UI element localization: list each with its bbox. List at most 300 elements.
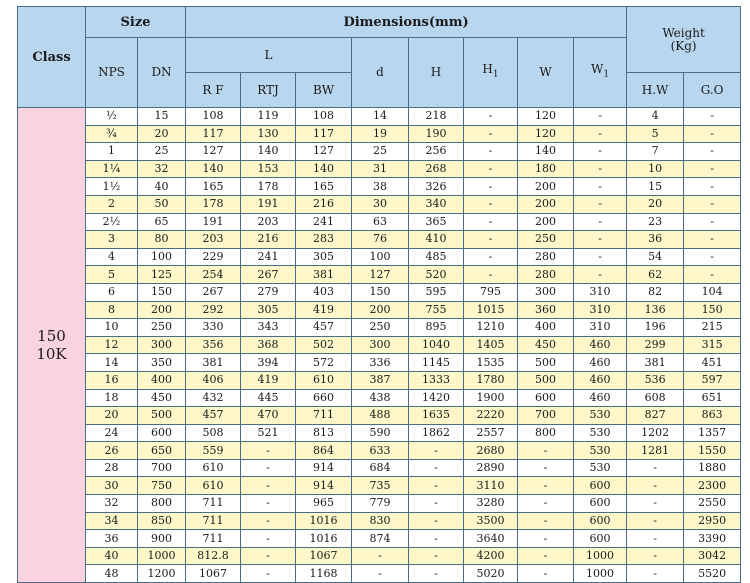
table-cell: 432: [186, 389, 241, 407]
table-cell: 812.8: [186, 547, 241, 565]
table-cell: -: [409, 477, 464, 495]
table-cell: 500: [138, 407, 186, 425]
table-cell: 310: [574, 301, 627, 319]
table-cell: 196: [627, 319, 684, 337]
table-cell: 150: [352, 283, 409, 301]
table-cell: -: [627, 547, 684, 565]
table-cell: 203: [241, 213, 296, 231]
table-cell: 229: [186, 248, 241, 266]
table-cell: 40: [86, 547, 138, 565]
table-cell: 488: [352, 407, 409, 425]
table-cell: 1880: [684, 459, 741, 477]
table-cell: 610: [296, 371, 352, 389]
table-cell: -: [684, 125, 741, 143]
table-cell: 14: [86, 354, 138, 372]
table-row: [18, 371, 741, 389]
table-cell: 127: [186, 143, 241, 161]
table-cell: 76: [352, 231, 409, 249]
h1-header: [464, 38, 518, 108]
table-cell: 200: [138, 301, 186, 319]
table-cell: -: [684, 160, 741, 178]
table-cell: 119: [241, 108, 296, 126]
table-cell: -: [574, 248, 627, 266]
table-cell: 250: [352, 319, 409, 337]
table-cell: 80: [138, 231, 186, 249]
table-cell: 1½: [86, 178, 138, 196]
table-cell: 457: [186, 407, 241, 425]
table-row: [18, 530, 741, 548]
table-cell: 965: [296, 495, 352, 513]
spec-table-container: [17, 6, 740, 583]
table-cell: 6: [86, 283, 138, 301]
table-cell: 1900: [464, 389, 518, 407]
table-cell: 1000: [574, 565, 627, 583]
table-cell: 19: [352, 125, 409, 143]
table-cell: -: [464, 143, 518, 161]
table-cell: -: [518, 530, 574, 548]
table-cell: 16: [86, 371, 138, 389]
table-cell: 1000: [138, 547, 186, 565]
table-cell: 830: [352, 512, 409, 530]
table-cell: 2557: [464, 424, 518, 442]
table-cell: 25: [138, 143, 186, 161]
table-cell: 700: [138, 459, 186, 477]
table-cell: 34: [86, 512, 138, 530]
table-cell: 140: [518, 143, 574, 161]
table-row: [18, 354, 741, 372]
table-cell: 104: [684, 283, 741, 301]
table-cell: 3500: [464, 512, 518, 530]
table-cell: 350: [138, 354, 186, 372]
table-cell: -: [241, 547, 296, 565]
table-cell: 292: [186, 301, 241, 319]
table-cell: 267: [241, 266, 296, 284]
table-cell: 5520: [684, 565, 741, 583]
table-cell: 470: [241, 407, 296, 425]
table-cell: 36: [86, 530, 138, 548]
table-cell: 100: [138, 248, 186, 266]
table-cell: 82: [627, 283, 684, 301]
table-cell: 360: [518, 301, 574, 319]
table-cell: 165: [186, 178, 241, 196]
table-cell: 26: [86, 442, 138, 460]
w1-header: [574, 38, 627, 108]
table-cell: -: [518, 512, 574, 530]
table-cell: 267: [186, 283, 241, 301]
table-cell: 450: [518, 336, 574, 354]
table-cell: 460: [574, 354, 627, 372]
table-row: [18, 442, 741, 460]
table-cell: 7: [627, 143, 684, 161]
class-value-cell: [18, 108, 86, 583]
table-cell: 140: [186, 160, 241, 178]
table-row: [18, 389, 741, 407]
w-header: W: [518, 38, 574, 108]
table-cell: 40: [138, 178, 186, 196]
table-cell: 365: [409, 213, 464, 231]
table-cell: 310: [574, 283, 627, 301]
table-row: [18, 143, 741, 161]
table-cell: 530: [574, 459, 627, 477]
h-header: H: [409, 38, 464, 108]
table-cell: 200: [518, 213, 574, 231]
table-cell: 23: [627, 213, 684, 231]
table-cell: -: [627, 512, 684, 530]
table-cell: -: [574, 266, 627, 284]
table-cell: 403: [296, 283, 352, 301]
weight-unit: (Kg): [670, 38, 697, 53]
table-cell: -: [574, 125, 627, 143]
table-cell: 2680: [464, 442, 518, 460]
table-cell: 32: [86, 495, 138, 513]
table-cell: 1015: [464, 301, 518, 319]
table-cell: 530: [574, 407, 627, 425]
table-row: [18, 495, 741, 513]
table-cell: -: [518, 547, 574, 565]
table-cell: -: [464, 213, 518, 231]
table-cell: ½: [86, 108, 138, 126]
table-cell: 4: [627, 108, 684, 126]
table-cell: -: [409, 565, 464, 583]
table-cell: 10: [627, 160, 684, 178]
table-cell: 1: [86, 143, 138, 161]
table-cell: 914: [296, 459, 352, 477]
table-cell: 530: [574, 442, 627, 460]
table-row: [18, 512, 741, 530]
table-cell: 600: [574, 477, 627, 495]
table-row: [18, 125, 741, 143]
class-header: Class: [18, 7, 86, 108]
size-header: Size: [86, 7, 186, 38]
table-cell: -: [241, 530, 296, 548]
table-cell: 590: [352, 424, 409, 442]
w1-subscript: 1: [603, 69, 610, 80]
table-cell: 216: [241, 231, 296, 249]
table-cell: 500: [518, 371, 574, 389]
table-cell: 508: [186, 424, 241, 442]
table-cell: 200: [352, 301, 409, 319]
table-cell: 280: [518, 248, 574, 266]
table-cell: 400: [518, 319, 574, 337]
table-cell: 326: [409, 178, 464, 196]
table-cell: 150: [138, 283, 186, 301]
table-cell: 180: [518, 160, 574, 178]
table-cell: -: [574, 213, 627, 231]
table-cell: 1145: [409, 354, 464, 372]
table-cell: 460: [574, 389, 627, 407]
table-cell: 150: [684, 301, 741, 319]
table-cell: 874: [352, 530, 409, 548]
table-cell: 190: [409, 125, 464, 143]
table-cell: 1420: [409, 389, 464, 407]
table-cell: 2½: [86, 213, 138, 231]
table-cell: -: [574, 231, 627, 249]
hw-header: H.W: [627, 73, 684, 108]
table-cell: -: [684, 266, 741, 284]
table-row: [18, 547, 741, 565]
table-cell: -: [627, 565, 684, 583]
table-cell: 735: [352, 477, 409, 495]
table-cell: 178: [241, 178, 296, 196]
table-cell: -: [241, 477, 296, 495]
table-cell: -: [627, 459, 684, 477]
table-row: [18, 231, 741, 249]
d-header: d: [352, 38, 409, 108]
table-cell: 457: [296, 319, 352, 337]
table-cell: 30: [352, 195, 409, 213]
table-cell: 305: [296, 248, 352, 266]
table-cell: 684: [352, 459, 409, 477]
table-cell: -: [464, 178, 518, 196]
table-cell: 14: [352, 108, 409, 126]
table-cell: 268: [409, 160, 464, 178]
table-cell: 300: [138, 336, 186, 354]
table-row: [18, 477, 741, 495]
table-cell: 900: [138, 530, 186, 548]
table-cell: 120: [518, 108, 574, 126]
table-cell: -: [352, 565, 409, 583]
table-cell: 1202: [627, 424, 684, 442]
table-cell: 178: [186, 195, 241, 213]
table-cell: 279: [241, 283, 296, 301]
table-cell: 48: [86, 565, 138, 583]
table-cell: 1¼: [86, 160, 138, 178]
table-cell: 1405: [464, 336, 518, 354]
w1-base: W: [591, 62, 604, 77]
table-cell: 38: [352, 178, 409, 196]
table-cell: -: [464, 125, 518, 143]
table-cell: 120: [518, 125, 574, 143]
table-cell: 400: [138, 371, 186, 389]
table-cell: 25: [352, 143, 409, 161]
table-cell: 381: [296, 266, 352, 284]
table-cell: 15: [138, 108, 186, 126]
table-cell: 305: [241, 301, 296, 319]
weight-label: Weight: [662, 25, 705, 40]
table-cell: 108: [296, 108, 352, 126]
table-cell: 711: [186, 530, 241, 548]
table-cell: 2: [86, 195, 138, 213]
table-cell: -: [409, 547, 464, 565]
table-cell: 140: [296, 160, 352, 178]
table-cell: 1281: [627, 442, 684, 460]
table-cell: -: [241, 512, 296, 530]
table-cell: 125: [138, 266, 186, 284]
table-cell: 651: [684, 389, 741, 407]
table-cell: 315: [684, 336, 741, 354]
table-cell: 336: [352, 354, 409, 372]
nps-header: NPS: [86, 38, 138, 108]
table-cell: 700: [518, 407, 574, 425]
table-cell: 451: [684, 354, 741, 372]
table-cell: 660: [296, 389, 352, 407]
table-cell: 117: [296, 125, 352, 143]
table-cell: 62: [627, 266, 684, 284]
table-cell: 438: [352, 389, 409, 407]
table-cell: 343: [241, 319, 296, 337]
table-cell: 32: [138, 160, 186, 178]
table-cell: 572: [296, 354, 352, 372]
table-cell: 3280: [464, 495, 518, 513]
table-cell: -: [684, 248, 741, 266]
table-cell: -: [518, 459, 574, 477]
table-cell: 800: [138, 495, 186, 513]
table-cell: 779: [352, 495, 409, 513]
table-cell: 310: [574, 319, 627, 337]
table-cell: 1016: [296, 530, 352, 548]
table-cell: 1016: [296, 512, 352, 530]
table-cell: -: [574, 178, 627, 196]
table-cell: 127: [352, 266, 409, 284]
table-cell: 450: [138, 389, 186, 407]
table-cell: 20: [86, 407, 138, 425]
table-cell: -: [518, 442, 574, 460]
table-cell: 1535: [464, 354, 518, 372]
table-cell: -: [684, 143, 741, 161]
table-cell: 1210: [464, 319, 518, 337]
table-cell: 1550: [684, 442, 741, 460]
table-cell: 559: [186, 442, 241, 460]
table-row: [18, 160, 741, 178]
table-cell: 3: [86, 231, 138, 249]
table-cell: 299: [627, 336, 684, 354]
table-cell: 460: [574, 336, 627, 354]
table-cell: 608: [627, 389, 684, 407]
table-cell: 30: [86, 477, 138, 495]
table-cell: 1168: [296, 565, 352, 583]
table-cell: 381: [627, 354, 684, 372]
table-row: [18, 459, 741, 477]
table-cell: 650: [138, 442, 186, 460]
table-cell: 1635: [409, 407, 464, 425]
table-cell: 394: [241, 354, 296, 372]
table-cell: ¾: [86, 125, 138, 143]
table-cell: 485: [409, 248, 464, 266]
table-row: [18, 283, 741, 301]
table-cell: 65: [138, 213, 186, 231]
table-cell: -: [627, 477, 684, 495]
table-cell: 711: [186, 495, 241, 513]
class-value-10k: 10K: [36, 345, 67, 364]
table-cell: 153: [241, 160, 296, 178]
table-cell: 460: [574, 371, 627, 389]
table-cell: -: [518, 495, 574, 513]
table-cell: 2220: [464, 407, 518, 425]
table-cell: 750: [138, 477, 186, 495]
table-cell: 914: [296, 477, 352, 495]
table-cell: 63: [352, 213, 409, 231]
dimensions-header: Dimensions(mm): [186, 7, 627, 38]
table-cell: 419: [296, 301, 352, 319]
table-cell: 600: [574, 495, 627, 513]
table-cell: 520: [409, 266, 464, 284]
table-cell: 387: [352, 371, 409, 389]
table-cell: -: [241, 459, 296, 477]
table-cell: 600: [518, 389, 574, 407]
table-cell: 215: [684, 319, 741, 337]
table-cell: -: [574, 108, 627, 126]
table-cell: 127: [296, 143, 352, 161]
table-cell: 100: [352, 248, 409, 266]
table-cell: 1780: [464, 371, 518, 389]
table-cell: -: [627, 495, 684, 513]
table-cell: 203: [186, 231, 241, 249]
table-cell: -: [574, 195, 627, 213]
table-cell: 1357: [684, 424, 741, 442]
table-cell: -: [464, 108, 518, 126]
table-cell: 130: [241, 125, 296, 143]
table-cell: 24: [86, 424, 138, 442]
go-header: G.O: [684, 73, 741, 108]
table-cell: 827: [627, 407, 684, 425]
table-cell: 4: [86, 248, 138, 266]
table-cell: 280: [518, 266, 574, 284]
table-cell: 502: [296, 336, 352, 354]
table-cell: 28: [86, 459, 138, 477]
table-cell: 10: [86, 319, 138, 337]
table-cell: 300: [352, 336, 409, 354]
table-cell: 530: [574, 424, 627, 442]
table-cell: 3110: [464, 477, 518, 495]
table-cell: -: [574, 143, 627, 161]
table-cell: -: [409, 442, 464, 460]
table-cell: 600: [574, 512, 627, 530]
table-row: [18, 319, 741, 337]
table-cell: 633: [352, 442, 409, 460]
table-cell: 3042: [684, 547, 741, 565]
dn-header: DN: [138, 38, 186, 108]
h1-subscript: 1: [492, 69, 499, 80]
table-cell: 254: [186, 266, 241, 284]
table-cell: 117: [186, 125, 241, 143]
table-cell: 136: [627, 301, 684, 319]
table-cell: 2890: [464, 459, 518, 477]
table-cell: 521: [241, 424, 296, 442]
table-cell: 31: [352, 160, 409, 178]
weight-header: [627, 7, 741, 73]
table-cell: -: [409, 530, 464, 548]
table-cell: 250: [138, 319, 186, 337]
table-cell: 755: [409, 301, 464, 319]
table-cell: 218: [409, 108, 464, 126]
table-cell: -: [464, 248, 518, 266]
table-cell: -: [409, 459, 464, 477]
table-cell: 595: [409, 283, 464, 301]
table-cell: 5020: [464, 565, 518, 583]
table-cell: 1000: [574, 547, 627, 565]
table-cell: 406: [186, 371, 241, 389]
rf-header: R F: [186, 73, 241, 108]
table-cell: 600: [574, 530, 627, 548]
table-cell: 500: [518, 354, 574, 372]
table-cell: 283: [296, 231, 352, 249]
table-cell: 250: [518, 231, 574, 249]
table-cell: -: [464, 231, 518, 249]
table-cell: 36: [627, 231, 684, 249]
table-cell: 711: [296, 407, 352, 425]
bw-header: BW: [296, 73, 352, 108]
table-row: [18, 248, 741, 266]
table-cell: 5: [86, 266, 138, 284]
table-cell: -: [518, 477, 574, 495]
table-body: [18, 108, 741, 583]
table-cell: 381: [186, 354, 241, 372]
table-cell: 863: [684, 407, 741, 425]
table-cell: -: [627, 530, 684, 548]
table-cell: 356: [186, 336, 241, 354]
table-cell: 536: [627, 371, 684, 389]
table-cell: 1067: [186, 565, 241, 583]
